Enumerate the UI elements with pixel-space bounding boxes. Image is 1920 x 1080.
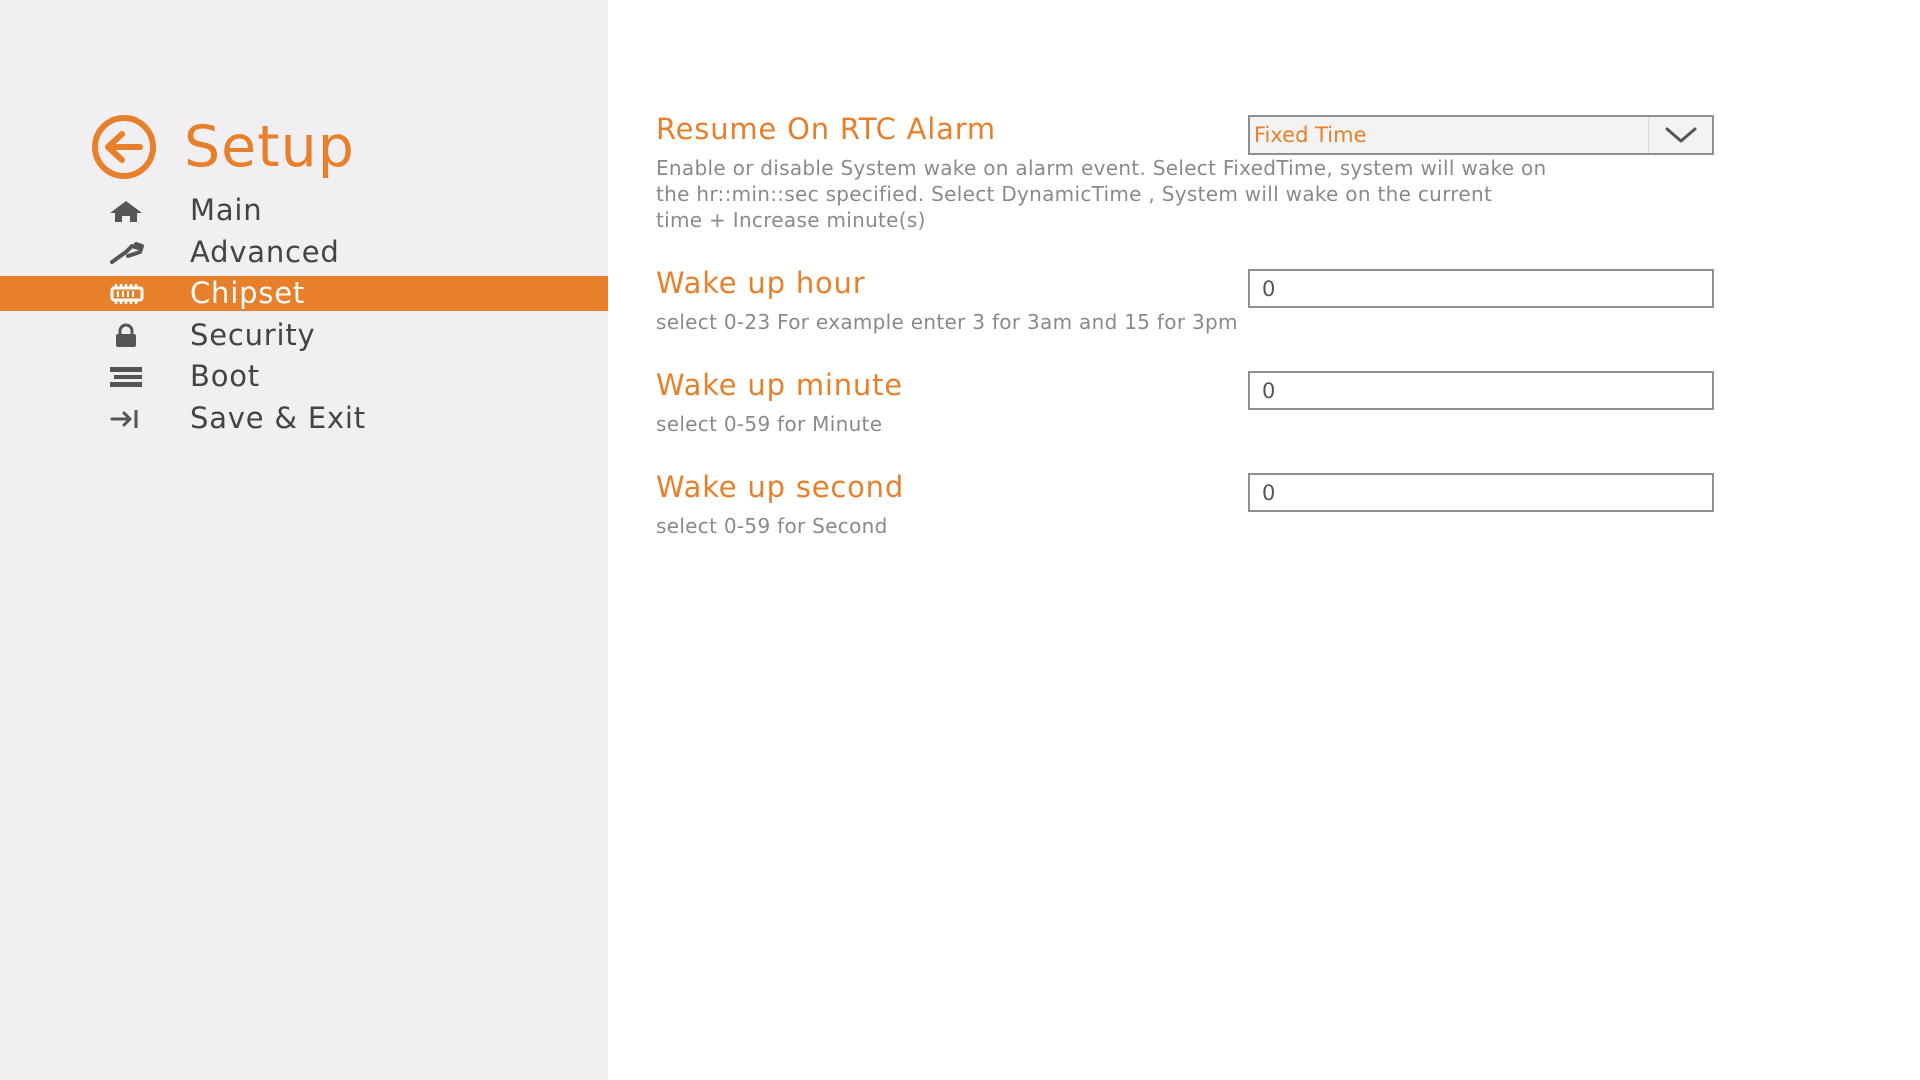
sidebar [0,0,608,1080]
lock-icon [106,323,146,349]
sidebar-item-label: Save & Exit [190,400,366,435]
wake-hour-input-box [1248,269,1714,308]
setting-help: time + Increase minute(s) [656,208,926,232]
setting-help: Enable or disable System wake on alarm event. Select FixedTime, system will wake on [656,156,1547,180]
setting-wake-hour [656,265,1238,335]
sidebar-item-boot[interactable] [0,359,608,394]
back-arrow-icon[interactable] [84,114,164,180]
wake-hour-input[interactable] [1250,271,1712,306]
sidebar-nav [0,193,608,442]
rtc-alarm-dropdown[interactable] [1248,115,1714,155]
wake-minute-input-box [1248,371,1714,410]
setting-title: Wake up second [656,470,905,504]
setting-help: select 0-23 For example enter 3 for 3am and 15 for 3pm [656,310,1238,334]
sidebar-item-security[interactable] [0,318,608,353]
setting-wake-minute [656,367,903,437]
setup-title: Setup [184,114,355,180]
home-icon [106,198,146,224]
wake-minute-input[interactable] [1250,373,1712,408]
setting-title: Wake up minute [656,368,903,402]
sidebar-item-label: Main [190,193,263,227]
settings-panel [608,0,1920,1080]
exit-icon [106,406,146,432]
wrench-icon [106,240,146,266]
wake-second-input-box [1248,473,1714,512]
sidebar-item-chipset[interactable] [0,276,608,311]
sidebar-item-advanced[interactable] [0,235,608,270]
chevron-down-icon[interactable] [1648,117,1712,153]
sidebar-item-save-exit[interactable] [0,401,608,436]
sidebar-item-label: Security [190,317,316,352]
setting-help: the hr::min::sec specified. Select DynamicTime , System will wake on the current [656,182,1493,206]
setting-title: Resume On RTC Alarm [656,112,996,146]
setting-title: Wake up hour [656,266,866,300]
dropdown-value: Fixed Time [1254,123,1367,147]
drive-icon [106,364,146,390]
sidebar-item-label: Advanced [190,234,340,269]
sidebar-item-label: Chipset [190,276,306,310]
setting-help: select 0-59 for Minute [656,412,883,436]
chip-icon [106,281,146,307]
setting-wake-second [656,469,904,539]
setup-header [84,114,355,180]
sidebar-item-main[interactable] [0,193,608,228]
sidebar-item-label: Boot [190,359,260,393]
wake-second-input[interactable] [1250,475,1712,510]
setting-help: select 0-59 for Second [656,514,888,538]
